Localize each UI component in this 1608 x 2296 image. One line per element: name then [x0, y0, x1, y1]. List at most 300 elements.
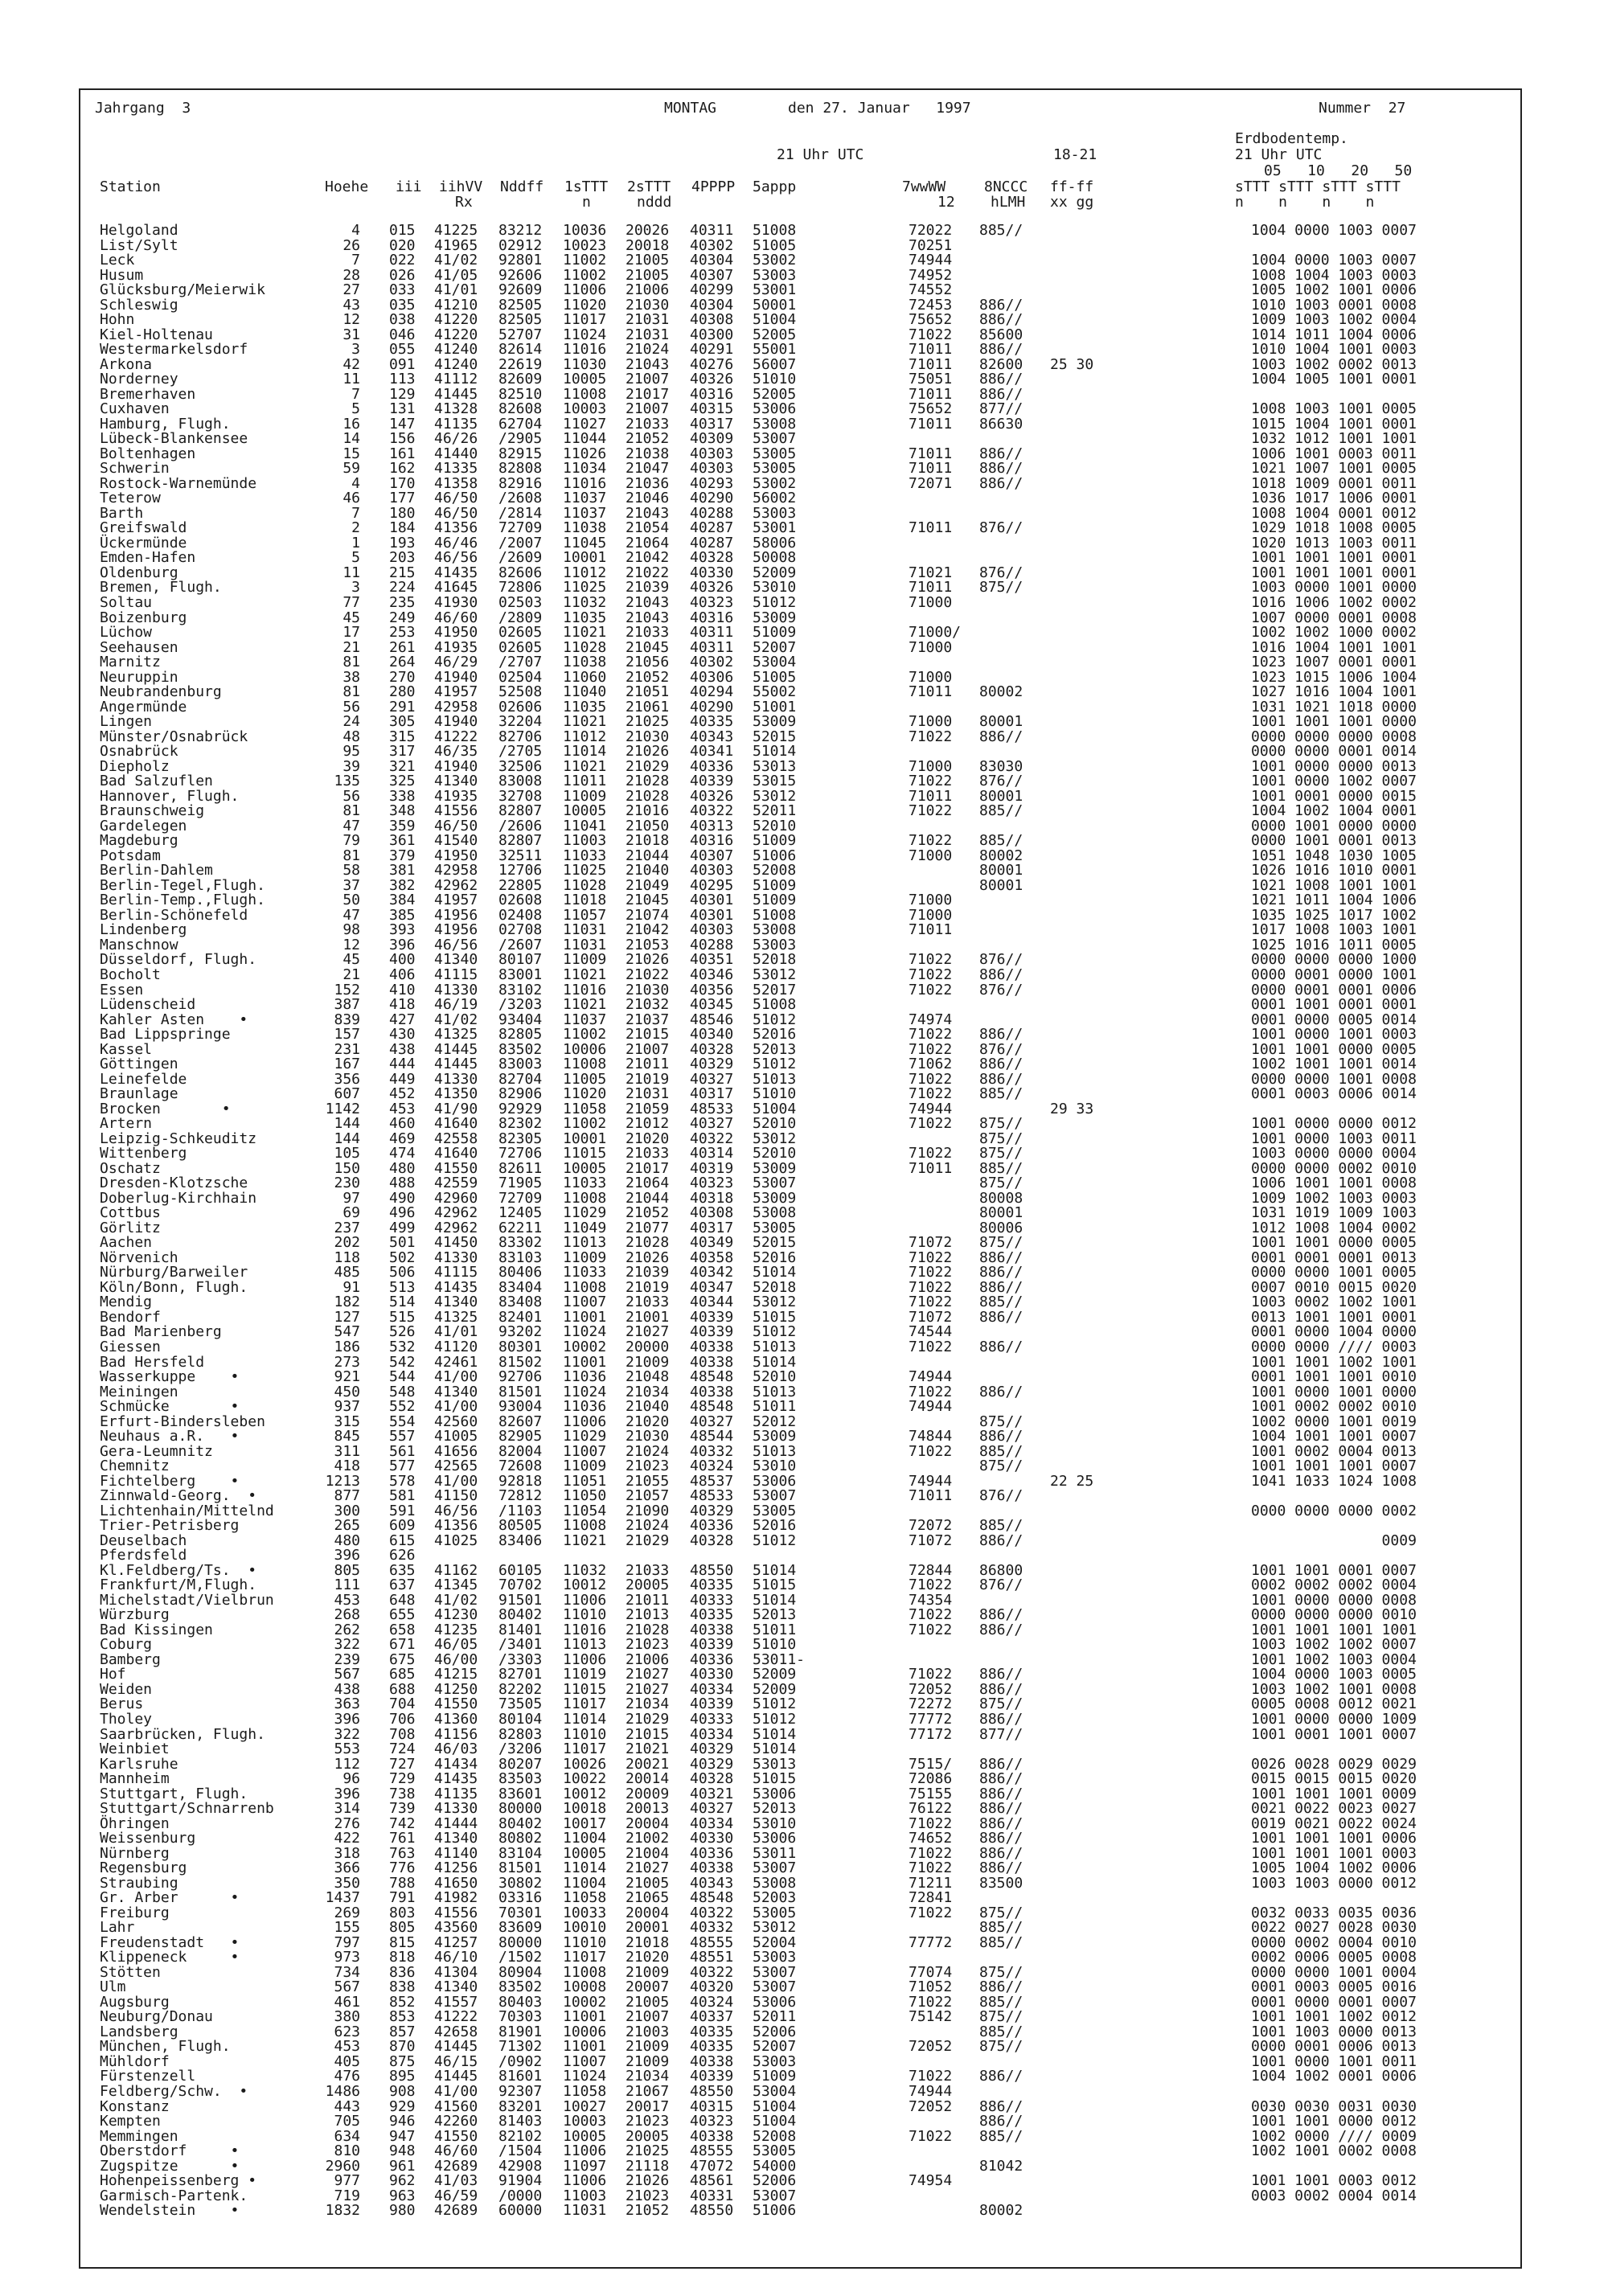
cell-clouds: 86800 [979, 1561, 1023, 1579]
cell-height: 26 [343, 236, 360, 254]
cell-clouds: 886// [979, 1056, 1023, 1073]
table-row [0, 1459, 1608, 1474]
cell-tendency: 56007 [753, 355, 797, 373]
cell-nddff: 80802 [498, 1830, 543, 1847]
cell-nddff: 12405 [498, 1204, 543, 1222]
cell-tendency: 52016 [753, 1517, 797, 1535]
cell-temp-1: 10022 [563, 1770, 607, 1788]
cell-weather: 71000/ [909, 624, 962, 642]
cell-nddff: /0000 [498, 2187, 543, 2204]
cell-station-name: Soltau [100, 594, 153, 611]
cell-tendency: 51012 [753, 1531, 797, 1549]
cell-tendency: 53009 [753, 713, 797, 731]
cell-temp-1: 11016 [563, 341, 607, 359]
cell-temp-2: 21020 [626, 1130, 670, 1147]
cell-iihvv: 42689 [434, 2157, 478, 2175]
cell-nddff: 92609 [498, 281, 543, 299]
cell-iihvv: 46/05 [434, 1636, 478, 1654]
cell-pressure: 40327 [690, 1070, 734, 1088]
cell-temp-2: 21059 [626, 1100, 670, 1117]
cell-weather: 72052 [909, 2097, 953, 2115]
cell-temp-2: 21045 [626, 892, 670, 909]
cell-station-name: Deuselbach [100, 1531, 187, 1549]
cell-soil-temps: 1009 1003 1002 0004 [1251, 311, 1417, 329]
cell-temp-1: 11020 [563, 1085, 607, 1103]
cell-nddff: /3303 [498, 1650, 543, 1668]
cell-pressure: 40356 [690, 981, 734, 998]
cell-weather: 71022 [909, 1040, 953, 1058]
cell-temp-2: 21067 [626, 2083, 670, 2100]
cell-pressure: 40327 [690, 1115, 734, 1133]
cell-iihvv: 41220 [434, 311, 478, 329]
cell-clouds: 875// [979, 1130, 1023, 1147]
cell-temp-1: 11003 [563, 832, 607, 850]
cell-iihvv: 41556 [434, 1904, 478, 1921]
cell-pressure: 40339 [690, 773, 734, 790]
cell-soil-temps: 1004 0000 1003 0007 [1251, 252, 1417, 269]
cell-soil-temps: 1003 0000 0000 0004 [1251, 1145, 1417, 1162]
cell-temp-1: 10001 [563, 549, 607, 567]
cell-clouds: 885// [979, 1993, 1023, 2011]
cell-soil-temps: 1001 1001 0000 0012 [1251, 2113, 1417, 2130]
cell-temp-1: 11006 [563, 1591, 607, 1609]
cell-weather: 72072 [909, 1517, 953, 1535]
cell-weather: 71022 [909, 832, 953, 850]
cell-station-id: 264 [389, 654, 416, 671]
cell-iihvv: 41444 [434, 1814, 478, 1832]
cell-pressure: 40315 [690, 400, 734, 418]
cell-nddff: 83008 [498, 773, 543, 790]
cell-nddff: /2608 [498, 490, 543, 507]
cell-nddff: 30802 [498, 1874, 543, 1892]
cell-tendency: 51012 [753, 1011, 797, 1028]
cell-station-name: Pferdsfeld [100, 1547, 187, 1564]
cell-nddff: 81601 [498, 2068, 543, 2085]
cell-soil-temps: 1005 1004 1002 0006 [1251, 1859, 1417, 1877]
cell-soil-temps: 0015 0015 0015 0020 [1251, 1770, 1417, 1788]
cell-iihvv: 41340 [434, 951, 478, 969]
col-8nccc-hlmh: hLMH [991, 194, 1026, 211]
cell-clouds: 81042 [979, 2157, 1023, 2175]
table-row [0, 342, 1608, 358]
cell-tendency: 52010 [753, 1115, 797, 1133]
cell-tendency: 54000 [753, 2157, 797, 2175]
cell-pressure: 40335 [690, 2038, 734, 2056]
cell-station-name: Düsseldorf, Flugh. [100, 951, 257, 969]
cell-temp-2: 21007 [626, 1040, 670, 1058]
cell-station-name: Diepholz [100, 757, 170, 775]
cell-temp-1: 11010 [563, 1725, 607, 1743]
cell-station-id: 542 [389, 1353, 416, 1371]
cell-soil-temps: 1041 1033 1024 1008 [1251, 1472, 1417, 1490]
cell-temp-2: 21050 [626, 817, 670, 834]
cell-nddff: 82305 [498, 1130, 543, 1147]
cell-station-id: 724 [389, 1740, 416, 1758]
cell-weather: 77772 [909, 1711, 953, 1728]
cell-temp-1: 11007 [563, 1294, 607, 1311]
cell-station-id: 946 [389, 2113, 416, 2130]
cell-temp-2: 21034 [626, 1383, 670, 1400]
cell-soil-temps: 1004 1002 1004 0001 [1251, 802, 1417, 820]
cell-iihvv: 41156 [434, 1725, 478, 1743]
cell-temp-2: 21046 [626, 490, 670, 507]
cell-height: 144 [334, 1130, 360, 1147]
cell-tendency: 51014 [753, 1353, 797, 1371]
cell-nddff: 32506 [498, 757, 543, 775]
cell-iihvv: 41940 [434, 713, 478, 731]
cell-height: 405 [334, 2052, 360, 2070]
cell-weather: 74944 [909, 2083, 953, 2100]
cell-tendency: 51006 [753, 2202, 797, 2220]
cell-weather: 74952 [909, 266, 953, 284]
table-row [0, 2204, 1608, 2219]
cell-pressure: 40339 [690, 1323, 734, 1341]
cell-soil-temps: 1004 0000 1003 0007 [1251, 222, 1417, 239]
cell-temp-2: 21040 [626, 1398, 670, 1416]
cell-station-name: Hohenpeissenberg • [100, 2172, 257, 2190]
cell-clouds: 875// [979, 579, 1023, 597]
cell-pressure: 40358 [690, 1248, 734, 1266]
cell-clouds: 80001 [979, 713, 1023, 731]
cell-soil-temps: 1007 0000 0001 0008 [1251, 609, 1417, 626]
cell-station-id: 091 [389, 355, 416, 373]
cell-iihvv: 42260 [434, 2113, 478, 2130]
cell-height: 276 [334, 1814, 360, 1832]
cell-nddff: 80000 [498, 1933, 543, 1951]
cell-tendency: 53012 [753, 966, 797, 983]
cell-station-id: 513 [389, 1278, 416, 1296]
cell-station-id: 776 [389, 1859, 416, 1877]
cell-tendency: 53005 [753, 1219, 797, 1236]
cell-height: 1437 [325, 1889, 360, 1907]
cell-clouds: 885// [979, 1919, 1023, 1937]
cell-pressure: 40343 [690, 1874, 734, 1892]
cell-nddff: 81401 [498, 1621, 543, 1638]
cell-pressure: 40290 [690, 490, 734, 507]
cell-iihvv: 41340 [434, 773, 478, 790]
cell-pressure: 40335 [690, 2023, 734, 2040]
cell-pressure: 40333 [690, 1591, 734, 1609]
cell-pressure: 40341 [690, 743, 734, 761]
cell-tendency: 52008 [753, 2127, 797, 2145]
cell-temp-2: 21033 [626, 1145, 670, 1162]
cell-weather: 74944 [909, 1472, 953, 1490]
table-row [0, 1057, 1608, 1072]
cell-tendency: 53012 [753, 1130, 797, 1147]
cell-clouds: 886// [979, 2068, 1023, 2085]
cell-temp-1: 10018 [563, 1800, 607, 1818]
cell-soil-temps: 1001 1001 1001 0001 [1251, 564, 1417, 581]
table-row [0, 1400, 1608, 1415]
cell-clouds: 886// [979, 311, 1023, 329]
cell-soil-temps: 0001 1001 0001 0001 [1251, 996, 1417, 1014]
cell-station-id: 046 [389, 326, 416, 343]
cell-tendency: 51009 [753, 892, 797, 909]
cell-station-id: 962 [389, 2172, 416, 2190]
cell-pressure: 40340 [690, 1026, 734, 1043]
cell-pressure: 40339 [690, 1308, 734, 1326]
cell-soil-temps: 1008 1003 1001 0005 [1251, 400, 1417, 418]
cell-temp-2: 21020 [626, 1949, 670, 1966]
cell-temp-1: 11004 [563, 1830, 607, 1847]
cell-pressure: 40313 [690, 817, 734, 834]
cell-tendency: 51012 [753, 1695, 797, 1713]
cell-nddff: /2905 [498, 430, 543, 448]
cell-temp-2: 21039 [626, 579, 670, 597]
cell-tendency: 53006 [753, 400, 797, 418]
cell-soil-temps: 1003 0002 1002 1001 [1251, 1294, 1417, 1311]
cell-station-name: Bad Salzuflen [100, 773, 213, 790]
cell-temp-2: 21037 [626, 1011, 670, 1028]
cell-nddff: 82808 [498, 460, 543, 478]
cell-station-name: Hof [100, 1666, 126, 1683]
cell-iihvv: 41330 [434, 1070, 478, 1088]
cell-tendency: 51014 [753, 1740, 797, 1758]
cell-tendency: 53001 [753, 519, 797, 537]
cell-clouds: 886// [979, 445, 1023, 462]
cell-tendency: 53006 [753, 1830, 797, 1847]
cell-temp-2: 21021 [626, 1740, 670, 1758]
cell-pressure: 40301 [690, 906, 734, 924]
cell-height: 5 [351, 549, 360, 567]
col-rx: Rx [455, 194, 473, 211]
cell-soil-temps: 0000 0001 0001 0006 [1251, 981, 1417, 998]
cell-clouds: 886// [979, 1755, 1023, 1773]
cell-nddff: 82906 [498, 1085, 543, 1103]
cell-soil-temps: 1027 1016 1004 1001 [1251, 683, 1417, 701]
col-station: Station [100, 178, 161, 195]
cell-temp-1: 11028 [563, 876, 607, 894]
cell-station-name: Wendelstein • [100, 2202, 240, 2220]
cell-temp-2: 21017 [626, 385, 670, 403]
cell-temp-1: 10005 [563, 1844, 607, 1862]
cell-station-name: Berlin-Temp.,Flugh. [100, 892, 265, 909]
cell-soil-temps: 1001 0000 1002 0007 [1251, 773, 1417, 790]
cell-nddff: /1504 [498, 2142, 543, 2160]
cell-station-name: Kempten [100, 2113, 161, 2130]
cell-nddff: 80403 [498, 1993, 543, 2011]
cell-clouds: 885// [979, 2127, 1023, 2145]
cell-tendency: 52013 [753, 1800, 797, 1818]
cell-station-id: 615 [389, 1531, 416, 1549]
cell-height: 461 [334, 1993, 360, 2011]
cell-tendency: 52010 [753, 1145, 797, 1162]
cell-iihvv: 41982 [434, 1889, 478, 1907]
cell-temp-1: 11014 [563, 743, 607, 761]
cell-nddff: 82915 [498, 445, 543, 462]
cell-pressure: 40323 [690, 2113, 734, 2130]
cell-station-id: 400 [389, 951, 416, 969]
cell-station-name: Glücksburg/Meierwik [100, 281, 265, 299]
cell-temp-1: 10003 [563, 2113, 607, 2130]
cell-tendency: 52005 [753, 326, 797, 343]
cell-weather: 72841 [909, 1889, 953, 1907]
cell-soil-temps: 1001 0001 1001 0007 [1251, 1725, 1417, 1743]
cell-temp-1: 10002 [563, 1339, 607, 1355]
cell-temp-1: 11001 [563, 1353, 607, 1371]
cell-station-id: 763 [389, 1844, 416, 1862]
cell-station-name: Berlin-Schönefeld [100, 906, 248, 924]
cell-tendency: 51015 [753, 1308, 797, 1326]
cell-pressure: 40311 [690, 624, 734, 642]
cell-weather: 77772 [909, 1933, 953, 1951]
cell-temp-2: 20005 [626, 1576, 670, 1594]
cell-height: 81 [343, 847, 360, 864]
cell-weather: 71022 [909, 1264, 953, 1281]
cell-temp-2: 21039 [626, 1264, 670, 1281]
cell-nddff: /2809 [498, 609, 543, 626]
cell-iihvv: 41/05 [434, 266, 478, 284]
cell-temp-2: 21019 [626, 1070, 670, 1088]
cell-station-name: Görlitz [100, 1219, 161, 1236]
cell-tendency: 52004 [753, 1933, 797, 1951]
cell-nddff: 82510 [498, 385, 543, 403]
table-row [0, 253, 1608, 269]
cell-tendency: 51015 [753, 1770, 797, 1788]
cell-temp-1: 11097 [563, 2157, 607, 2175]
cell-temp-2: 20017 [626, 2097, 670, 2115]
table-row [0, 1429, 1608, 1445]
cell-weather: 72086 [909, 1770, 953, 1788]
cell-weather: 71022 [909, 1859, 953, 1877]
cell-temp-1: 11038 [563, 519, 607, 537]
cell-station-name: Klippeneck • [100, 1949, 240, 1966]
cell-height: 16 [343, 415, 360, 433]
cell-clouds: 885// [979, 1442, 1023, 1460]
cell-temp-1: 10023 [563, 236, 607, 254]
cell-clouds: 885// [979, 1933, 1023, 1951]
cell-soil-temps: 1031 1019 1009 1003 [1251, 1204, 1417, 1222]
cell-clouds: 886// [979, 371, 1023, 388]
cell-nddff: 70702 [498, 1576, 543, 1594]
cell-tendency: 53006 [753, 1993, 797, 2011]
cell-height: 921 [334, 1368, 360, 1386]
cell-weather: 70251 [909, 236, 953, 254]
cell-station-name: Kl.Feldberg/Ts. • [100, 1561, 257, 1579]
cell-weather: 71022 [909, 1248, 953, 1266]
table-row [0, 2114, 1608, 2130]
cell-temp-2: 21028 [626, 1234, 670, 1252]
cell-nddff: 52707 [498, 326, 543, 343]
col-7wwww-12: 12 [937, 194, 955, 211]
cell-nddff: 83103 [498, 1248, 543, 1266]
cell-temp-1: 11002 [563, 1115, 607, 1133]
cell-iihvv: 41935 [434, 638, 478, 656]
cell-nddff: 82807 [498, 802, 543, 820]
table-row [0, 1146, 1608, 1162]
cell-iihvv: 41340 [434, 1830, 478, 1847]
cell-weather: 71022 [909, 1294, 953, 1311]
cell-iihvv: 41650 [434, 1874, 478, 1892]
cell-temp-1: 11025 [563, 862, 607, 879]
cell-tendency: 53009 [753, 1428, 797, 1445]
cell-temp-2: 21043 [626, 609, 670, 626]
cell-soil-temps: 0001 1001 1001 0010 [1251, 1368, 1417, 1386]
cell-weather: 71000 [909, 594, 953, 611]
cell-pressure: 40347 [690, 1278, 734, 1296]
cell-soil-temps: 1001 1001 0001 0007 [1251, 1561, 1417, 1579]
cell-temp-1: 11032 [563, 594, 607, 611]
cell-station-name: Helgoland [100, 222, 178, 239]
cell-iihvv: 42958 [434, 862, 478, 879]
cell-tendency: 53013 [753, 757, 797, 775]
cell-soil-temps: 1001 0002 0002 0010 [1251, 1398, 1417, 1416]
cell-temp-2: 21042 [626, 921, 670, 939]
cell-station-id: 685 [389, 1666, 416, 1683]
cell-temp-2: 21015 [626, 1725, 670, 1743]
volume-label: Jahrgang 3 [95, 100, 191, 117]
cell-iihvv: 41356 [434, 519, 478, 537]
cell-tendency: 51012 [753, 594, 797, 611]
cell-temp-2: 21027 [626, 1323, 670, 1341]
cell-temp-1: 11037 [563, 1011, 607, 1028]
cell-temp-1: 11031 [563, 936, 607, 953]
cell-soil-temps: 1001 0000 1003 0011 [1251, 1130, 1417, 1147]
cell-weather: 71011 [909, 519, 953, 537]
cell-temp-1: 11040 [563, 683, 607, 701]
cell-pressure: 40320 [690, 1978, 734, 1996]
cell-nddff: 70301 [498, 1904, 543, 1921]
cell-pressure: 40334 [690, 1680, 734, 1698]
cell-soil-temps: 1001 0000 0000 0012 [1251, 1115, 1417, 1133]
cell-tendency: 51006 [753, 847, 797, 864]
cell-weather: 74944 [909, 252, 953, 269]
cell-station-name: Würzburg [100, 1606, 170, 1624]
cell-station-name: Mendig [100, 1294, 153, 1311]
cell-iihvv: 41/00 [434, 2083, 478, 2100]
cell-height: 623 [334, 2023, 360, 2040]
cell-height: 265 [334, 1517, 360, 1535]
cell-temp-2: 21045 [626, 638, 670, 656]
cell-height: 157 [334, 1026, 360, 1043]
cell-temp-2: 21001 [626, 1308, 670, 1326]
cell-height: 937 [334, 1398, 360, 1416]
cell-station-name: Berlin-Dahlem [100, 862, 213, 879]
cell-temp-2: 21020 [626, 1412, 670, 1430]
cell-station-id: 444 [389, 1056, 416, 1073]
cell-pressure: 40288 [690, 936, 734, 953]
cell-station-id: 469 [389, 1130, 416, 1147]
cell-tendency: 53006 [753, 1785, 797, 1802]
cell-temp-2: 21027 [626, 1680, 670, 1698]
cell-station-name: Boizenburg [100, 609, 187, 626]
cell-iihvv: 46/60 [434, 609, 478, 626]
cell-weather: 71022 [909, 1576, 953, 1594]
cell-height: 81 [343, 802, 360, 820]
cell-pressure: 40338 [690, 1383, 734, 1400]
cell-temp-2: 21007 [626, 371, 670, 388]
cell-station-name: Münster/Osnabrück [100, 728, 248, 745]
cell-iihvv: 42960 [434, 1189, 478, 1207]
cell-temp-1: 11031 [563, 921, 607, 939]
cell-station-id: 249 [389, 609, 416, 626]
cell-pressure: 40322 [690, 1130, 734, 1147]
table-row [0, 2174, 1608, 2189]
cell-station-id: 708 [389, 1725, 416, 1743]
cell-soil-temps: 1003 1002 1001 0008 [1251, 1680, 1417, 1698]
cell-temp-2: 21044 [626, 847, 670, 864]
cell-height: 438 [334, 1680, 360, 1698]
cell-temp-1: 11029 [563, 1204, 607, 1222]
cell-station-id: 418 [389, 996, 416, 1014]
cell-pressure: 47072 [690, 2157, 734, 2175]
cell-height: 973 [334, 1949, 360, 1966]
cell-pressure: 40314 [690, 1145, 734, 1162]
cell-clouds: 80002 [979, 847, 1023, 864]
cell-iihvv: 41957 [434, 683, 478, 701]
cell-station-name: Greifswald [100, 519, 187, 537]
cell-soil-temps: 1004 0000 1003 0005 [1251, 1666, 1417, 1683]
